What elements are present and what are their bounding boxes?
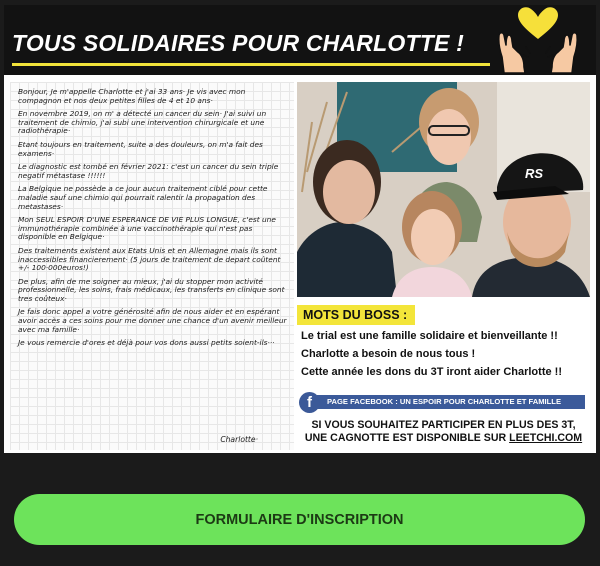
fundraiser-poster [4,5,596,453]
boss-words-line: Charlotte a besoin de nous tous ! [301,348,476,360]
letter-body [18,88,290,353]
family-photo [297,82,590,297]
title-underline [12,63,490,66]
letter-paragraph: Des traitements existent aux Etats Unis et en Allemagne mais ils sont inaccessibles financierement· (5 jours de traitement de depart coûtent +/- 100·000euros!) [18,245,281,273]
letter-signature: Charlotte· [220,435,258,444]
donation-info-text: UNE CAGNOTTE EST DISPONIBLE SUR [304,432,510,444]
letter-paragraph: Etant toujours en traitement, suite a des douleurs, on m'a fait des examens· [18,139,263,158]
heart-hands-icon [488,5,588,75]
boss-words-line: Le trial est une famille solidaire et bienveillante !! [301,330,558,342]
poster-title: TOUS SOLIDAIRES POUR CHARLOTTE ! [12,30,464,56]
donation-info-line [297,432,590,444]
letter-paragraph: La Belgique ne possède a ce jour aucun traitement ciblé pour cette maladie sauf une chimio qui pourrait ralentir la propagation des metastases· [18,184,268,211]
poster-banner [4,5,596,75]
boss-words-title: MOTS DU BOSS : [297,305,415,325]
leetchi-link-text: LEETCHI.COM [509,432,583,444]
facebook-page-label: PAGE FACEBOOK : UN ESPOIR POUR CHARLOTTE ET FAMILLE [317,395,585,409]
donation-info-line: SI VOUS SOUHAITEZ PARTICIPER EN PLUS DES 3T, [311,419,576,431]
letter-paragraph: En novembre 2019, on m' a détecté un cancer du sein· J'ai suivi un traitement de chimio, j'ai subi une intervention chirurgicale et une radiothérapie· [18,109,267,136]
boss-words-line: Cette année les dons du 3T iront aider Charlotte !! [301,366,562,378]
letter-paragraph: De plus, afin de me soigner au mieux, j'ai du stopper mon activité professionnelle, les soins, frais médicaux, les transferts en clinique sont tres coûteux· [18,276,285,303]
letter-paragraph: Je vous remercie d'ores et déjà pour vos dons aussi petits soient-ils··· [18,338,275,348]
handwritten-letter [10,82,294,450]
facebook-icon: f [299,392,320,413]
registration-form-button[interactable]: FORMULAIRE D'INSCRIPTION [14,494,585,545]
letter-paragraph: Mon SEUL ESPOIR D'UNE ESPERANCE DE VIE PLUS LONGUE, c'est une immunothérapie combinée à une vaccinothérapie qui n'est pas disponible en Belgique· [18,215,276,242]
letter-paragraph: Bonjour, Je m'appelle Charlotte et j'ai 33 ans· Je vis avec mon compagnon et nos deux petites filles de 4 et 10 ans· [18,87,246,105]
letter-paragraph: Je fais donc appel a votre générosité afin de nous aider et en espérant avoir accès a ces soins pour me donner une chance d'un avenir meilleur avec ma famille· [18,307,287,334]
facebook-page-banner [297,392,590,411]
cap-logo-text: RS [525,166,544,181]
letter-paragraph: Le diagnostic est tombé en février 2021: c'est un cancer du sein triple negatif métastase !!!!!! [18,162,279,180]
